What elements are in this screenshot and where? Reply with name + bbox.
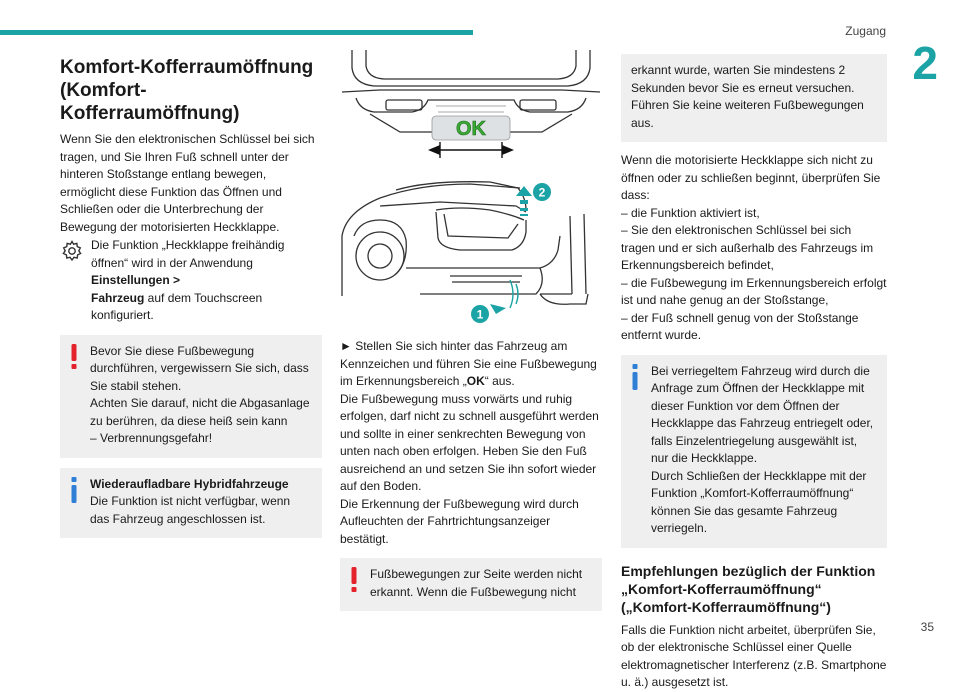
callout-1: 1 xyxy=(476,307,484,322)
gesture-description: Die Fußbewegung muss vorwärts und ruhig erfolgen, darf nicht zu schnell ausgeführt werden und sollte in einer senkrechten Bewegung von unten nach oben erfolgen. Heben Sie den Fuß ausreichend an und setzen Sie ihn sofort wieder auf den Boden. xyxy=(340,391,599,493)
warning-box-side-movement xyxy=(340,558,602,611)
column-left xyxy=(60,56,322,538)
step-instruction: ► Stellen Sie sich hinter das Fahrzeug am Kennzeichen und führen Sie eine Fußbewegung im Erkennungsbereich „OK“ aus. xyxy=(340,339,597,388)
info-box xyxy=(60,468,322,539)
warning-side-text: Fußbewegungen zur Seite werden nicht erkannt. Wenn die Fußbewegung nicht xyxy=(370,567,583,599)
warning-text-1: Bevor Sie diese Fußbewegung durchführen, vergewissern Sie sich, dass Sie stabil stehen. xyxy=(90,343,309,393)
exclamation-icon xyxy=(350,567,358,593)
header-accent-bar xyxy=(0,30,473,35)
check-item-4: – der Fuß schnell genug von der Stoßstange entfernt wurde. xyxy=(621,310,859,342)
column-right xyxy=(621,54,887,692)
recommendations-heading: Empfehlungen bezüglich der Funktion „Komfort-Kofferraumöffnung“ („Komfort-Kofferraumöffnung“) xyxy=(621,562,876,615)
column-middle xyxy=(340,48,602,611)
recommendations-text: Falls die Funktion nicht arbeitet, überprüfen Sie, ob der elektronische Schlüssel einer Quelle elektromagnetischer Interferenz (z.B. Smartphone u. ä.) ausgesetzt ist. xyxy=(621,622,887,689)
info-title: Wiederaufladbare Hybridfahrzeuge xyxy=(90,476,289,491)
info-locking-text-2: Durch Schließen der Heckklappe mit der Funktion „Komfort-Kofferraumöffnung“ können Sie das gesamte Fahrzeug verriegeln. xyxy=(651,468,867,535)
section-name: Zugang xyxy=(845,24,886,38)
info-locking-text-1: Bei verriegeltem Fahrzeug wird durch die Anfrage zum Öffnen der Heckklappe mit dieser Funktion vor dem Öffnen der Heckklappe das Fahrzeug entriegelt oder, falls Einzelentriegelung ausgewählt ist, nur die Heckklappe. xyxy=(651,363,874,465)
foot-gesture-illustration xyxy=(340,176,602,326)
callout-2: 2 xyxy=(538,185,546,200)
warning-continued-text: erkannt wurde, warten Sie mindestens 2 Sekunden bevor Sie es erneut versuchen. Führen Sie keine weiteren Fußbewegungen aus. xyxy=(631,63,864,130)
info-box-locking xyxy=(621,355,887,548)
chapter-number: 2 xyxy=(912,37,938,89)
settings-note-text: Die Funktion „Heckklappe freihändig öffnen“ wird in der Anwendung Einstellungen > Fahrzeug auf dem Touchscreen konfiguriert. xyxy=(91,238,285,322)
warning-box-continued xyxy=(621,54,887,142)
exclamation-icon xyxy=(70,344,78,370)
warning-text-2: Achten Sie darauf, nicht die Abgasanlage zu berühren, da diese heiß sein kann xyxy=(90,396,310,428)
check-item-3: – die Fußbewegung im Erkennungsbereich erfolgt ist und nahe genug an der Stoßstange, xyxy=(621,275,887,307)
check-item-1: – die Funktion aktiviert ist, xyxy=(621,205,760,220)
intro-paragraph: Wenn Sie den elektronischen Schlüssel bei sich tragen, und Sie Ihren Fuß schnell unter der hinteren Stoßstange entlang bewegen, ermöglicht diese Funktion das Öffnen und Schließen oder die Unterbrechung der Bewegung der motorisierten Heckklappe. xyxy=(60,132,315,234)
settings-note xyxy=(60,237,322,325)
info-text: Die Funktion ist nicht verfügbar, wenn das Fahrzeug angeschlossen ist. xyxy=(90,494,291,526)
warning-text-3: – Verbrennungsgefahr! xyxy=(90,431,213,445)
check-item-2: – Sie den elektronischen Schlüssel bei sich tragen und er sich außerhalb des Fahrzeugs im Erkennungsbereich befindet, xyxy=(621,223,874,272)
info-icon xyxy=(631,364,639,390)
gear-icon xyxy=(60,239,84,263)
rear-bumper-illustration xyxy=(340,48,602,170)
ok-label: OK xyxy=(456,118,486,140)
warning-box xyxy=(60,335,322,458)
info-icon xyxy=(70,477,78,503)
page-title: Komfort-Kofferraumöffnung (Komfort-Kofferraumöffnung) xyxy=(60,57,314,124)
confirmation-text: Die Erkennung der Fußbewegung wird durch Aufleuchten der Fahrtrichtungsanzeiger bestätigt. xyxy=(340,496,579,546)
check-intro: Wenn die motorisierte Heckklappe sich nicht zu öffnen oder zu schließen beginnt, überprüfen Sie dass: xyxy=(621,153,881,202)
page-number: 35 xyxy=(920,620,934,634)
